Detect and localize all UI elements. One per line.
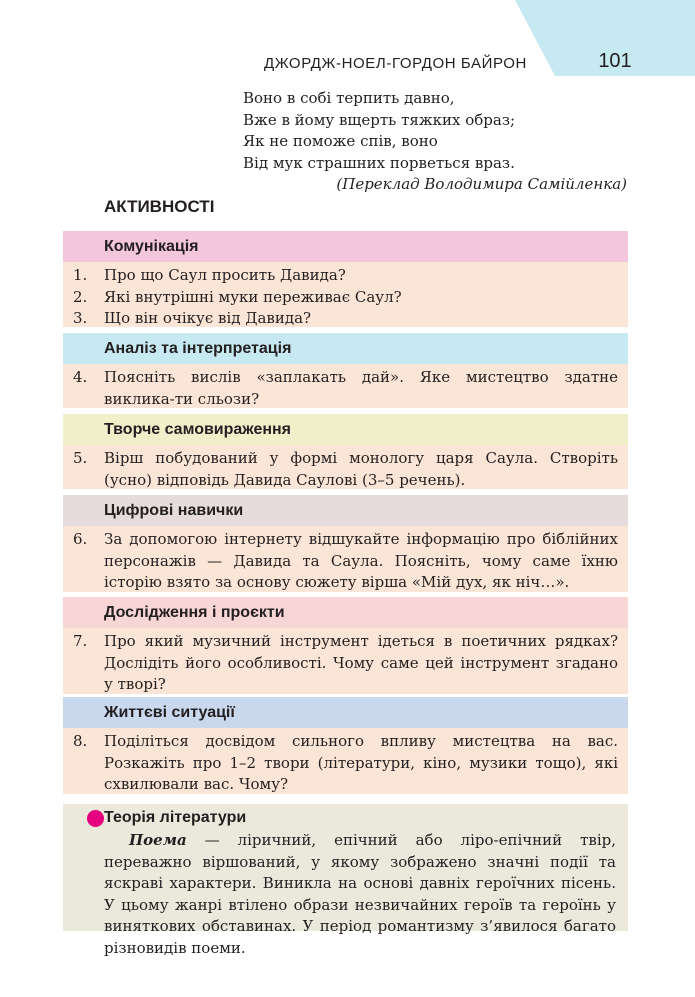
section-header-creative: Творче самовираження bbox=[63, 414, 628, 445]
poem-excerpt bbox=[243, 88, 633, 196]
question-text: За допомогою інтернету відшукайте інформацію про біблійних персонажів — Давида та Саула. Поясніть, чому саме їхню історію взято за основу сюжету вірша «Мій дух, як ніч…». bbox=[104, 530, 618, 591]
question-item bbox=[73, 529, 618, 594]
section-header-analysis: Аналіз та інтерпретація bbox=[63, 333, 628, 364]
poem-line: Від мук страшних порветься враз. bbox=[243, 153, 515, 172]
bullet-dot-icon bbox=[87, 810, 104, 827]
question-item bbox=[73, 308, 618, 330]
section-body-research bbox=[63, 628, 628, 694]
theory-heading bbox=[104, 806, 616, 830]
page-number: 101 bbox=[598, 50, 632, 72]
question-number: 1. bbox=[73, 266, 88, 284]
question-number: 8. bbox=[73, 732, 88, 750]
question-number: 2. bbox=[73, 287, 88, 306]
poem-line: Як не поможе спів, воно bbox=[243, 132, 438, 150]
theory-term: Поема bbox=[129, 831, 187, 849]
section-header-life: Життєві ситуації bbox=[63, 697, 628, 728]
question-number: 7. bbox=[73, 632, 88, 650]
section-body-life bbox=[63, 728, 628, 794]
question-item bbox=[73, 287, 618, 309]
activities-title: АКТИВНОСТІ bbox=[104, 197, 215, 216]
section-header-digital: Цифрові навички bbox=[63, 495, 628, 526]
poem-line: Воно в собі терпить давно, bbox=[243, 89, 455, 107]
section-body-analysis bbox=[63, 364, 628, 408]
section-header-research: Дослідження і проєкти bbox=[63, 597, 628, 628]
question-item bbox=[73, 367, 618, 410]
question-text: Про що Саул просить Давида? bbox=[104, 266, 346, 284]
theory-definition bbox=[104, 830, 616, 959]
section-body-creative bbox=[63, 445, 628, 489]
theory-title: Теорія літератури bbox=[104, 809, 247, 826]
question-number: 6. bbox=[73, 530, 88, 548]
section-body-communication bbox=[63, 262, 628, 327]
question-number: 5. bbox=[73, 449, 88, 467]
question-item bbox=[73, 265, 618, 287]
question-text: Які внутрішні муки переживає Саул? bbox=[104, 287, 402, 306]
question-item bbox=[73, 731, 618, 796]
question-text: Що він очікує від Давида? bbox=[104, 309, 312, 327]
question-item bbox=[73, 448, 618, 491]
section-body-digital bbox=[63, 526, 628, 592]
question-text: Поділіться досвідом сильного впливу мистецтва на вас. Розкажіть про 1–2 твори (літератури, кіно, музики тощо), які схвилювали вас. Чому? bbox=[104, 732, 618, 793]
running-head: ДЖОРДЖ-НОЕЛ-ГОРДОН БАЙРОН bbox=[264, 55, 527, 72]
theory-box bbox=[63, 804, 628, 957]
section-header-communication: Комунікація bbox=[63, 231, 628, 262]
question-number: 4. bbox=[73, 368, 88, 386]
translation-credit: (Переклад Володимира Самійленка) bbox=[336, 175, 627, 193]
question-text: Поясніть вислів «заплакать дай». Яке мистецтво здатне виклика-ти сльози? bbox=[104, 368, 618, 408]
question-item bbox=[73, 631, 618, 696]
poem-line: Вже в йому вщерть тяжких образ; bbox=[243, 110, 516, 129]
question-text: Про який музичний інструмент ідеться в поетичних рядках? Дослідіть його особливості. Чому саме цей інструмент згадано у творі? bbox=[104, 632, 618, 693]
question-text: Вірш побудований у формі монологу царя Саула. Створіть (усно) відповідь Давида Саулові (3–5 речень). bbox=[104, 449, 618, 489]
question-number: 3. bbox=[73, 309, 88, 327]
theory-definition-text: — ліричний, епічний або ліро-епічний твір, переважно віршований, у якому зображено значні події та яскраві характери. Виникла на основі давніх героїчних пісень. У цьому жанрі втілено образи незвичайних героїв та героїнь у виняткових обставинах. У період романтизму з’явилося багато різновидів поеми. bbox=[104, 831, 616, 957]
